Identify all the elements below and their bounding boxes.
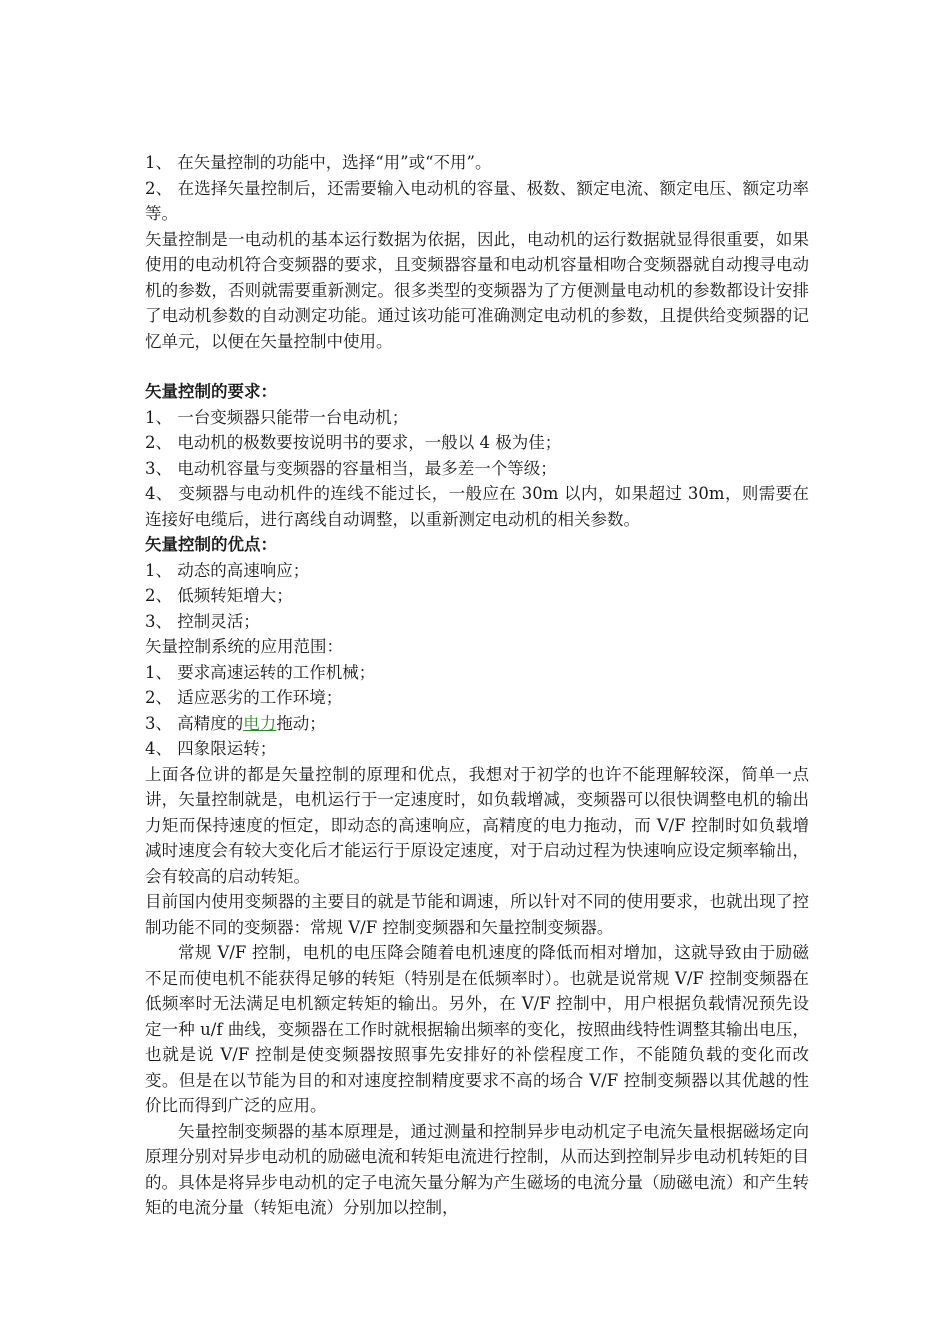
requirements-heading: 矢量控制的要求：	[145, 382, 277, 401]
scope-item-3-suffix: 拖动；	[276, 713, 326, 733]
scope-item-3-prefix: 3、 高精度的	[145, 713, 244, 733]
scope-item-2: 2、 适应恶劣的工作环境；	[145, 688, 343, 707]
scope-item-3	[145, 711, 809, 737]
intro-item-2: 2、 在选择矢量控制后，还需要输入电动机的容量、极数、额定电流、额定电压、额定功率等。	[145, 178, 809, 223]
requirement-item-4: 4、 变频器与电动机件的连线不能过长，一般应在 30m 以内，如果超过 30m，则需要在连接好电缆后，进行离线自动调整，以重新测定电动机的相关参数。	[145, 484, 809, 529]
requirement-item-2: 2、 电动机的极数要按说明书的要求，一般以 4 极为佳；	[145, 433, 562, 452]
intro-item-1: 1、 在矢量控制的功能中，选择“用”或“不用”。	[145, 153, 492, 172]
body-paragraph-1: 上面各位讲的都是矢量控制的原理和优点，我想对于初学的也许不能理解较深，简单一点讲，矢量控制就是，电机运行于一定速度时，如负载增减，变频器可以很快调整电机的输出力矩而保持速度的恒定，即动态的高速响应，高精度的电力拖动，而 V/F 控制时如负载增减时速度会有较大变化后才能运行于原设定速度，对于启动过程为快速响应设定频率输出，会有较高的启动转矩。	[145, 764, 809, 886]
intro-paragraph: 矢量控制是一电动机的基本运行数据为依据，因此，电动机的运行数据就显得很重要，如果使用的电动机符合变频器的要求，且变频器容量和电动机容量相吻合变频器就自动搜寻电动机的参数，否则就需要重新测定。很多类型的变频器为了方便测量电动机的参数都设计安排了电动机参数的自动测定功能。通过该功能可准确测定电动机的参数，且提供给变频器的记忆单元，以便在矢量控制中使用。	[145, 229, 809, 351]
scope-item-4: 4、 四象限运转；	[145, 739, 277, 758]
power-link[interactable]: 电力	[243, 713, 277, 733]
advantage-item-3: 3、 控制灵活；	[145, 611, 260, 631]
body-paragraph-3: 常规 V/F 控制，电机的电压降会随着电机速度的降低而相对增加，这就导致由于励磁不足而使电机不能获得足够的转矩（特别是在低频率时）。也就是说常规 V/F 控制变频器在低频率时无法满足电机额定转矩的输出。另外，在 V/F 控制中，用户根据负载情况预先设定一种 u/f 曲线，变频器在工作时就根据输出频率的变化，按照曲线特性调整其输出电压，也就是说 V/F 控制是使变频器按照事先安排好的补偿程度工作，不能随负载的变化而改变。但是在以节能为目的和对速度控制精度要求不高的场合 V/F 控制变频器以其优越的性价比而得到广泛的应用。	[145, 943, 809, 1115]
advantage-item-1: 1、 动态的高速响应；	[145, 560, 310, 580]
scope-heading: 矢量控制系统的应用范围：	[145, 637, 343, 656]
body-paragraph-2: 目前国内使用变频器的主要目的就是节能和调速，所以针对不同的使用要求，也就出现了控制功能不同的变频器：常规 V/F 控制变频器和矢量控制变频器。	[145, 892, 809, 937]
body-paragraph-4: 矢量控制变频器的基本原理是，通过测量和控制异步电动机定子电流矢量根据磁场定向原理分别对异步电动机的励磁电流和转矩电流进行控制，从而达到控制异步电动机转矩的目的。具体是将异步电动机的定子电流矢量分解为产生磁场的电流分量（励磁电流）和产生转矩的电流分量（转矩电流）分别加以控制，	[145, 1121, 809, 1217]
paragraph-spacer	[145, 354, 809, 379]
document-page	[145, 150, 809, 1221]
requirement-item-3: 3、 电动机容量与变频器的容量相当，最多差一个等级；	[145, 458, 557, 478]
scope-item-1: 1、 要求高速运转的工作机械；	[145, 662, 376, 682]
requirement-item-1: 1、 一台变频器只能带一台电动机；	[145, 407, 409, 427]
advantage-item-2: 2、 低频转矩增大；	[145, 586, 293, 605]
advantages-heading: 矢量控制的优点：	[145, 535, 277, 554]
